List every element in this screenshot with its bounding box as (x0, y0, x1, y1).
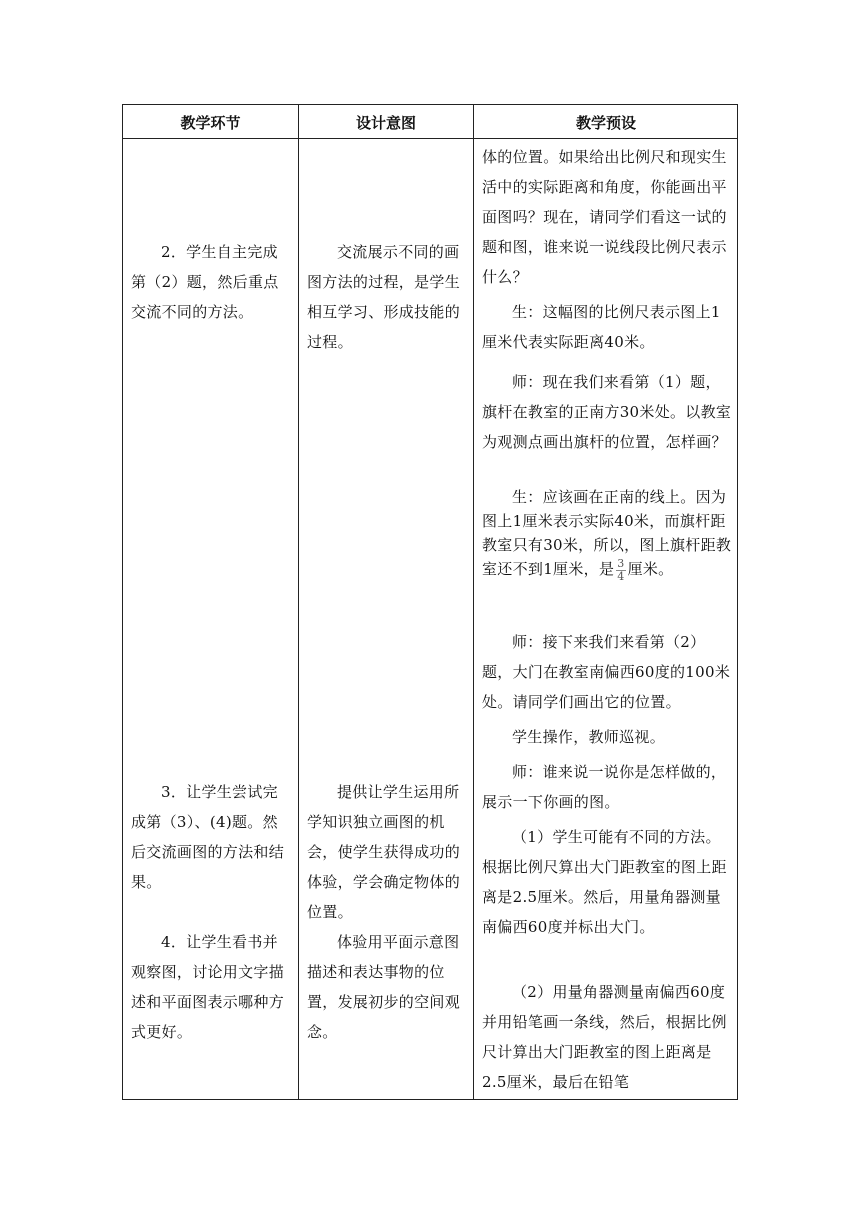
fraction-numerator: 3 (617, 556, 625, 570)
plan-text: 学生操作，教师巡视。 (512, 728, 666, 746)
column-divider-1 (298, 105, 299, 1099)
plan-text-part: 厘米。 (627, 560, 674, 578)
stage-text: 4．让学生看书并观察图，讨论用文字描述和平面图表示哪种方式更好。 (131, 933, 285, 1041)
lesson-table (122, 104, 738, 1100)
plan-text: （2）用量角器测量南偏西60度并用铅笔画一条线，然后，根据比例尺计算出大门距教室的图上距离是2.5厘米，最后在铅笔 (482, 983, 727, 1091)
header-design-intent: 设计意图 (355, 113, 416, 132)
plan-text: 体的位置。如果给出比例尺和现实生活中的实际距离和角度，你能画出平面图吗？现在，请同学们看这一试的题和图，谁来说一说线段比例尺表示什么？ (482, 148, 727, 286)
intent-text: 体验用平面示意图描述和表达事物的位置，发展初步的空间观念。 (307, 933, 461, 1041)
plan-text: 师：现在我们来看第（1）题，旗杆在教室的正南方30米处。以教室为观测点画出旗杆的位置，怎样画？ (482, 373, 732, 451)
fraction (616, 558, 625, 583)
plan-text: 师：接下来我们来看第（2）题，大门在教室南偏西60度的100米处。请同学们画出它的位置。 (482, 633, 731, 711)
column-divider-2 (473, 105, 474, 1099)
plan-text (482, 485, 734, 583)
plan-text-part: 生：应该画在正南的线上。因为图上1厘米表示实际40米，而旗杆距教室只有30米，所以，图上旗杆距教室还不到1厘米，是 (482, 488, 732, 578)
plan-text: 师：谁来说一说你是怎样做的，展示一下你画的图。 (482, 763, 727, 811)
plan-text: （1）学生可能有不同的方法。根据比例尺算出大门距教室的图上距离是2.5厘米。然后，用量角器测量南偏西60度并标出大门。 (482, 828, 727, 936)
intent-text: 交流展示不同的画图方法的过程，是学生相互学习、形成技能的过程。 (307, 243, 461, 351)
stage-text: 3．让学生尝试完成第（3）、(4)题。然后交流画图的方法和结果。 (131, 783, 285, 891)
fraction-denominator: 4 (617, 569, 625, 583)
header-teaching-stage: 教学环节 (180, 113, 241, 132)
header-teaching-plan: 教学预设 (575, 113, 636, 132)
plan-text: 生：这幅图的比例尺表示图上1厘米代表实际距离40米。 (482, 303, 721, 351)
intent-text: 提供让学生运用所学知识独立画图的机会，使学生获得成功的体验，学会确定物体的位置。 (307, 783, 461, 921)
stage-text: 2．学生自主完成第（2）题，然后重点交流不同的方法。 (131, 243, 279, 321)
